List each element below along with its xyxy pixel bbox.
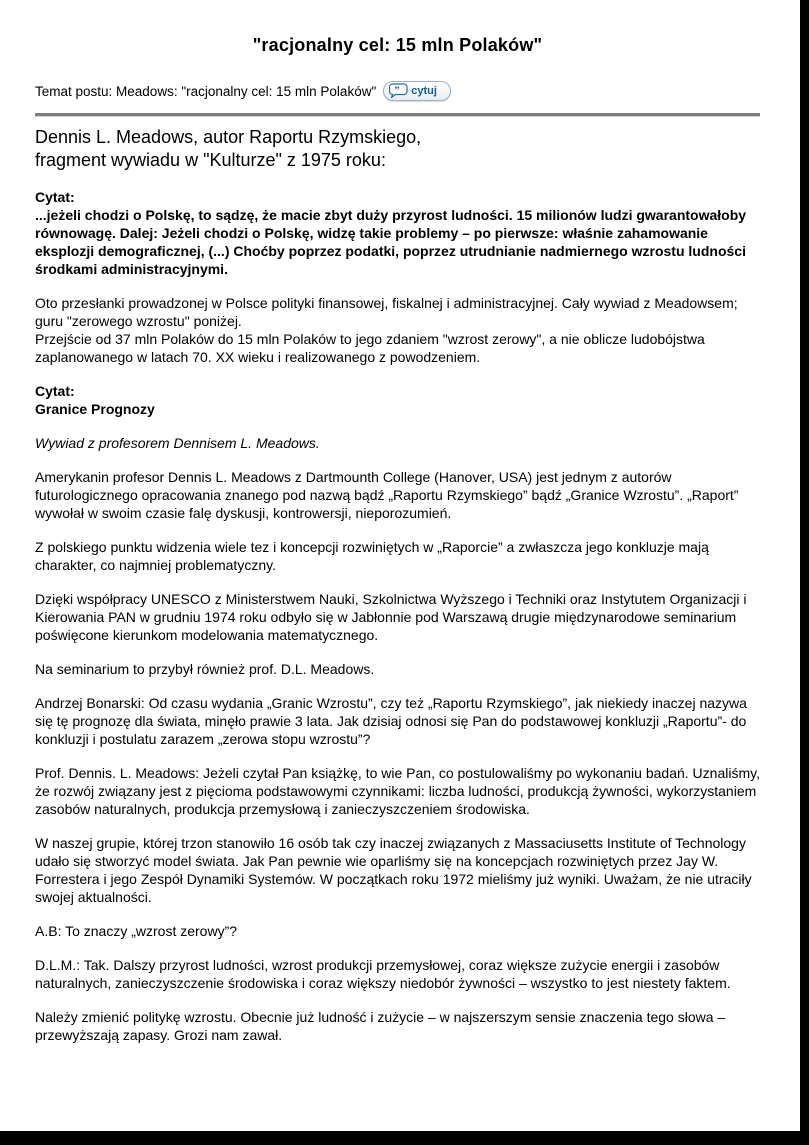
- post-paragraph: Andrzej Bonarski: Od czasu wydania „Granic Wzrostu”, czy też „Raportu Rzymskiego”, jak niekiedy inaczej nazywa się tę prognozę dla świata, minęło prawie 3 lata. Jak dzisiaj odnosi się Pan do podstawowej konkluzji „Raportu”- do konkluzji i postulatu zarazem „zerowa stopu wzrostu”?: [35, 695, 747, 747]
- quote-block-1: [35, 188, 760, 278]
- post-paragraph: D.L.M.: Tak. Dalszy przyrost ludności, wzrost produkcji przemysłowej, coraz większe zużycie energii i zasobów naturalnych, zanieczyszczenie środowiska i coraz większy niedobór żywności – wszystko to jest niestety faktem.: [35, 957, 731, 991]
- post-intro-line: fragment wywiadu w "Kulturze" z 1975 roku:: [35, 150, 386, 170]
- quote-label: Cytat:: [35, 383, 75, 399]
- quote-button[interactable]: [383, 81, 451, 101]
- commentary-block: [35, 294, 760, 366]
- post-intro-line: Dennis L. Meadows, autor Raportu Rzymskiego,: [35, 127, 422, 147]
- quote-button-label: cytuj: [411, 84, 437, 97]
- svg-text:”: ”: [394, 84, 400, 97]
- quote-text: ...jeżeli chodzi o Polskę, to sądzę, że macie zbyt duży przyrost ludności. 15 milionów ludzi gwarantowałoby równowagę. Dalej: Jeżeli chodzi o Polskę, widzę takie problemy – po pierwsze: właśnie zahamowanie eksplozji demograficznej, (...) Choćby poprzez podatki, poprzez utrudnianie nadmiernego wzrostu ludności środkami administracyjnymi.: [35, 207, 747, 277]
- quote-bubble-icon: [389, 83, 408, 98]
- divider: [35, 113, 760, 117]
- post-body: [35, 188, 760, 1044]
- post-paragraph: Prof. Dennis. L. Meadows: Jeżeli czytał Pan książkę, to wie Pan, co postulowaliśmy po wykonaniu badań. Uznaliśmy, że rozwój związany jest z pięcioma podstawowymi czynnikami: liczba ludności, produkcją żywności, wykorzystaniem zasobów naturalnych, produkcja przemysłową i zanieczyszczeniem środowiska.: [35, 765, 760, 817]
- right-frame-bar: [800, 0, 809, 1145]
- post-paragraph: W naszej grupie, której trzon stanowiło 16 osób tak czy inaczej związanych z Massaciusetts Institute of Technology udało się stworzyć model świata. Jak Pan pewnie wie oparliśmy się na koncepcjach rozwiniętych przez Jay W. Forrestera i jego Zespół Dynamiki Systemów. W początkach roku 1972 mieliśmy już wyniki. Uważam, że nie utraciły swojej aktualności.: [35, 835, 752, 905]
- post-paragraph: Na seminarium to przybył również prof. D.L. Meadows.: [35, 661, 375, 677]
- post-paragraph: Dzięki współpracy UNESCO z Ministerstwem Nauki, Szkolnictwa Wyższego i Techniki oraz Instytutem Organizacji i Kierowania PAN w grudniu 1974 roku odbyło się w Jabłonnie pod Warszawą drugie międzynarodowe seminarium poświęcone kierunkom modelowania matematycznego.: [35, 591, 747, 643]
- commentary-line: Przejście od 37 mln Polaków do 15 mln Polaków to jego zdaniem "wzrost zerowy", a nie oblicze ludobójstwa zaplanowanego w latach 70. XX wieku i realizowanego z powodzeniem.: [35, 331, 705, 365]
- topic-subject-label: Temat postu: Meadows: "racjonalny cel: 15 mln Polaków": [35, 83, 377, 99]
- page-title: "racjonalny cel: 15 mln Polaków": [252, 35, 543, 55]
- quote-block-2: [35, 382, 760, 418]
- post-intro: [35, 126, 760, 172]
- interview-lead: Wywiad z profesorem Dennisem L. Meadows.: [35, 435, 320, 451]
- topic-subject-row: [35, 81, 760, 101]
- post-paragraph: Należy zmienić politykę wzrostu. Obecnie już ludność i zużycie – w najszerszym sensie znaczenia tego słowa – przewyższają zapasy. Grozi nam zawał.: [35, 1009, 726, 1043]
- quote-label: Cytat:: [35, 189, 75, 205]
- quote-title: Granice Prognozy: [35, 401, 155, 417]
- commentary-line: Oto przesłanki prowadzonej w Polsce polityki finansowej, fiskalnej i administracyjnej. Cały wywiad z Meadowsem; guru "zerowego wzrostu" poniżej.: [35, 295, 738, 329]
- post-paragraph: Z polskiego punktu widzenia wiele tez i koncepcji rozwiniętych w „Raporcie” a zwłaszcza jego konkluzje mają charakter, co najmniej problematyczny.: [35, 539, 709, 573]
- bottom-frame-bar: [0, 1131, 809, 1145]
- post-paragraph: A.B: To znaczy „wzrost zerowy”?: [35, 923, 238, 939]
- post-paragraph: Amerykanin profesor Dennis L. Meadows z Dartmounth College (Hanover, USA) jest jednym z autorów futurologicznego opracowania znanego pod nazwą bądź „Raportu Rzymskiego” bądź „Granice Wzrostu”. „Raport” wywołał w swoim czasie falę dyskusji, kontrowersji, nieporozumień.: [35, 469, 739, 521]
